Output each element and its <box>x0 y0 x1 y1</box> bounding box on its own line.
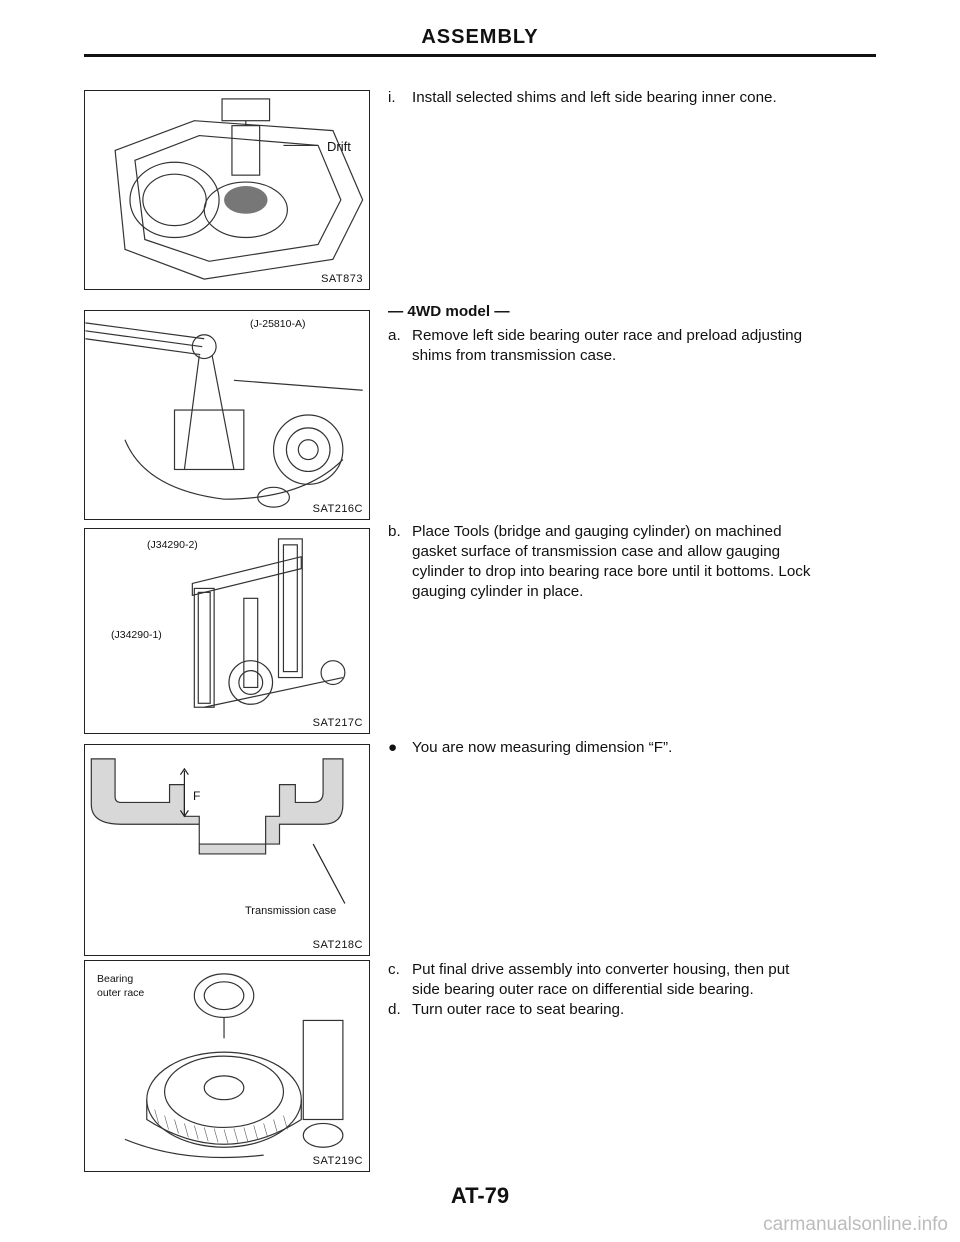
step-d <box>388 1000 880 1020</box>
step-text: Turn outer race to seat bearing. <box>412 1001 625 1018</box>
figure-code: SAT217C <box>312 717 363 729</box>
bullet-icon: ● <box>388 739 398 756</box>
step-marker: d. <box>388 1001 401 1018</box>
step-line: Place Tools (bridge and gauging cylinder) on machined <box>412 523 782 540</box>
model-heading: — 4WD model — <box>388 303 510 320</box>
step-text: You are now measuring dimension “F”. <box>412 739 673 756</box>
figure-label: outer race <box>97 987 145 999</box>
figure-label: Transmission case <box>245 905 337 917</box>
figure-sat217c <box>84 528 370 734</box>
figure-code: SAT219C <box>312 1155 363 1167</box>
figure-code: SAT216C <box>312 503 363 515</box>
step-line: gauging cylinder in place. <box>412 583 584 600</box>
step-marker: i. <box>388 89 396 106</box>
step-marker: c. <box>388 961 400 978</box>
figure-sat873 <box>84 90 370 290</box>
header-rule <box>84 54 876 57</box>
figure-label: Drift <box>327 139 351 154</box>
page-title: ASSEMBLY <box>421 26 539 48</box>
figure-code: SAT873 <box>321 273 363 285</box>
figure-sat216c <box>84 310 370 520</box>
dimension-label: F <box>193 789 201 803</box>
watermark: carmanualsonline.info <box>763 1214 948 1235</box>
drift-illustration <box>85 91 369 289</box>
step-i <box>388 88 880 108</box>
figure-code: SAT218C <box>312 939 363 951</box>
bearing-puller-illustration <box>85 311 369 519</box>
figure-label: (J-25810-A) <box>250 318 306 330</box>
step-line: shims from transmission case. <box>412 347 617 364</box>
step-c <box>388 960 880 1000</box>
dimension-f-diagram <box>85 745 369 955</box>
figure-label: (J34290-1) <box>111 629 162 641</box>
figure-label: (J34290-2) <box>147 539 198 551</box>
step-line: gasket surface of transmission case and allow gauging <box>412 543 781 560</box>
page-number: AT-79 <box>450 1183 510 1208</box>
figure-label: Bearing <box>97 973 134 985</box>
step-a <box>388 326 880 366</box>
figure-sat218c <box>84 744 370 956</box>
step-line: Put final drive assembly into converter housing, then put <box>412 961 790 978</box>
step-line: cylinder to drop into bearing race bore until it bottoms. Lock <box>412 563 811 580</box>
step-text: Install selected shims and left side bearing inner cone. <box>412 89 777 106</box>
step-b <box>388 522 880 602</box>
step-line: side bearing outer race on differential side bearing. <box>412 981 754 998</box>
figure-sat219c <box>84 960 370 1172</box>
step-marker: a. <box>388 327 401 344</box>
step-marker: b. <box>388 523 401 540</box>
bullet-note <box>388 738 880 758</box>
step-line: Remove left side bearing outer race and preload adjusting <box>412 327 803 344</box>
